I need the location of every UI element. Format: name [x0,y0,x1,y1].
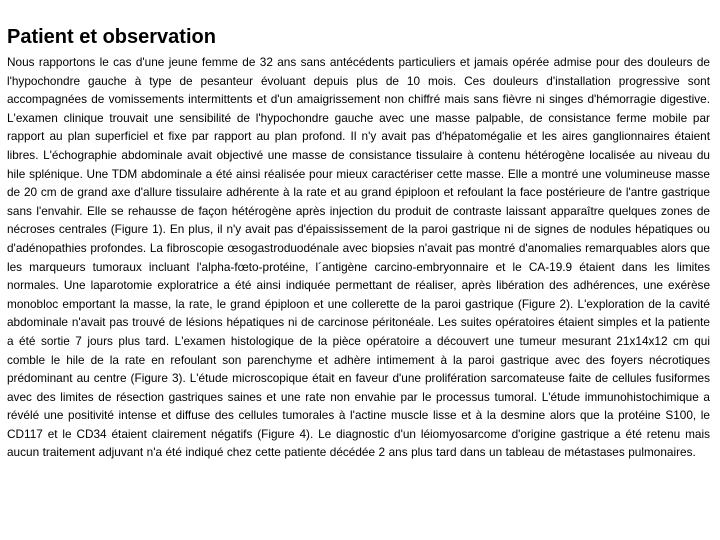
case-report-paragraph: Nous rapportons le cas d'une jeune femme de 32 ans sans antécédents particuliers et jamais opérée admise pour des douleurs de l'hypochondre gauche à type de pesanteur évoluant depuis plus de 10 mois. Ces douleurs d'installation progressive sont accompagnées de vomissements intermittents et d'un amaigrissement non chiffré mais sans fièvre ni singes d'hémorragie digestive. L'examen clinique trouvait une sensibilité de l'hypochondre gauche avec une masse palpable, de consistance ferme mobile par rapport au plan superficiel et fixe par rapport au plan profond. Il n'y avait pas d'hépatomégalie et les aires ganglionnaires étaient libres. L'échographie abdominale avait objectivé une masse de consistance tissulaire à contenu hétérogène localisée au niveau du hile splénique. Une TDM abdominale a été ainsi réalisée pour mieux caractériser cette masse. Elle a montré une volumineuse masse de 20 cm de grand axe d'allure tissulaire adhérente à la rate et au grand épiploon et refoulant la face postérieure de l'antre gastrique sans l'envahir. Elle se rehausse de façon hétérogène après injection du produit de contraste laissant apparaître quelques zones de nécroses centrales (Figure 1). En plus, il n'y avait pas d'épaississement de la paroi gastrique ni de signes de nodules hépatiques ou d'adénopathies profondes. La fibroscopie œsogastroduodénale avec biopsies n'avait pas montré d'anomalies remarquables alors que les marqueurs tumoraux incluant l'alpha-fœto-protéine, l´antigène carcino-embryonnaire et le CA-19.9 étaient dans les limites normales. Une laparotomie exploratrice a été ainsi indiquée permettant de réaliser, après libération des adhérences, une exérèse monobloc emportant la masse, la rate, le grand épiploon et une collerette de la paroi gastrique (Figure 2). L'exploration de la cavité abdominale n'avait pas trouvé de lésions hépatiques ni de carcinose péritonéale. Les suites opératoires étaient simples et la patiente a été sortie 7 jours plus tard. L'examen histologique de la pièce opératoire a découvert une tumeur mesurant 21x14x12 cm qui comble le hile de la rate en refoulant son parenchyme et adhère intimement à la paroi gastrique avec des foyers nécrotiques prédominant au centre (Figure 3). L'étude microscopique était en faveur d'une prolifération sarcomateuse faite de cellules fusiformes avec des limites de résection gastriques saines et une rate non envahie par le processus tumoral. L'étude immunohistochimique a révélé une positivité intense et diffuse des cellules tumorales à l'actine muscle lisse et à la desmine alors que la protéine S100, le CD117 et le CD34 étaient clairement négatifs (Figure 4). Le diagnostic d'un léiomyosarcome d'origine gastrique a été retenu mais aucun traitement adjuvant n'a été indiqué chez cette patiente décédée 2 ans plus tard dans un tableau de métastases pulmonaires. [7,55,710,460]
document-page [7,24,710,462]
section-title: Patient et observation [7,26,216,48]
